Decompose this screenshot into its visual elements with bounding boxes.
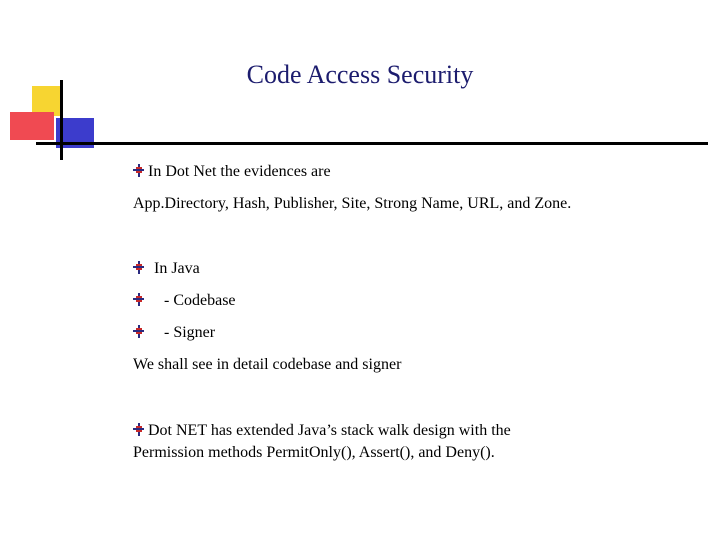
text-line-evidence-list: App.Directory, Hash, Publisher, Site, Strong Name, URL, and Zone. bbox=[133, 195, 572, 212]
bullet-icon bbox=[133, 164, 144, 177]
bullet-icon bbox=[133, 325, 144, 338]
red-square bbox=[10, 112, 54, 140]
bullet-icon bbox=[133, 293, 144, 306]
bullet-line-codebase: - Codebase bbox=[133, 292, 236, 310]
bullet-icon bbox=[133, 261, 144, 274]
bullet-line-java: In Java bbox=[133, 260, 200, 278]
bullet-line-stack-walk: Dot NET has extended Java’s stack walk design with the bbox=[133, 422, 511, 440]
text-line-see-in-detail: We shall see in detail codebase and signer bbox=[133, 356, 402, 373]
bullet-line-signer: - Signer bbox=[133, 324, 215, 342]
slide-title: Code Access Security bbox=[246, 60, 474, 89]
bullet-icon bbox=[133, 423, 144, 436]
vertical-rule bbox=[60, 80, 63, 160]
bullet-line-dotnet-evidences: In Dot Net the evidences are bbox=[133, 163, 331, 181]
text-line-permission-methods: Permission methods PermitOnly(), Assert(), and Deny(). bbox=[133, 444, 495, 461]
title-underline bbox=[36, 142, 708, 145]
